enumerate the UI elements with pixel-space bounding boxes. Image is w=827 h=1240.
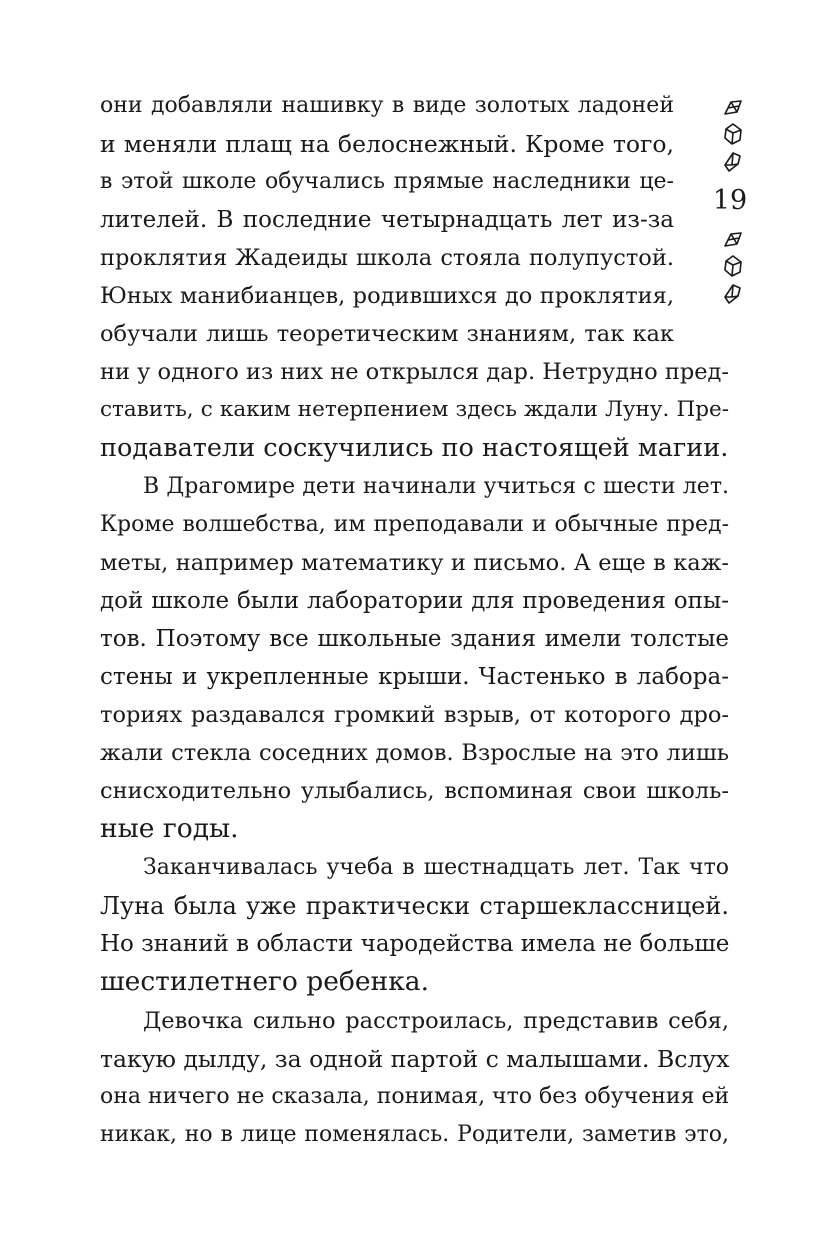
leaf-crystal-icon: [721, 228, 745, 252]
long-crystal-icon: [721, 282, 745, 306]
long-crystal-icon: [721, 150, 745, 174]
text-line: ставить, с каким нетерпением здесь ждали Луну. Пре-: [100, 397, 729, 422]
text-line: обучали лишь теоретическим знаниям, так как: [100, 321, 674, 347]
round-crystal-icon: [721, 254, 745, 278]
text-line: Но знаний в области чародейства имела не больше: [100, 931, 730, 957]
text-line: Кроме волшебства, им преподавали и обычные пред-: [100, 512, 729, 537]
text-line: такую дылду, за одной партой с малышами. Вслух: [100, 1045, 730, 1073]
text-line: Луна была уже практически старшеклассницей.: [100, 892, 729, 920]
text-line: меты, например математику и письмо. А еще в каж-: [100, 550, 729, 576]
leaf-crystal-icon: [721, 96, 745, 120]
text-line: снисходительно улыбались, вспоминая свои школь-: [100, 778, 729, 804]
text-line: они добавляли нашивку в виде золотых ладоней: [100, 93, 674, 118]
text-line: тов. Поэтому все школьные здания имели толстые: [100, 626, 729, 652]
text-line: ные годы.: [100, 813, 239, 844]
text-line: шестилетнего ребенка.: [100, 966, 429, 997]
text-line: дой школе были лаборатории для проведения опы-: [100, 588, 729, 614]
text-line: в этой школе обучались прямые наследники це-: [100, 169, 674, 194]
text-line: ни у одного из них не открылся дар. Нетрудно пред-: [100, 359, 730, 385]
text-line: и меняли плащ на белоснежный. Кроме того,: [100, 130, 674, 158]
text-line: ториях раздавался громкий взрыв, от которого дро-: [100, 702, 729, 728]
page-number: 19: [712, 185, 748, 216]
text-line: Девочка сильно расстроилась, представив себя,: [143, 1008, 729, 1034]
text-line: Заканчивалась учеба в шестнадцать лет. Так что: [143, 855, 729, 880]
round-crystal-icon: [721, 122, 745, 146]
text-line: подаватели соскучились по настоящей магии.: [100, 433, 729, 463]
text-line: проклятия Жадеиды школа стояла полупустой.: [100, 245, 674, 271]
text-line: В Драгомире дети начинали учиться с шести лет.: [143, 474, 729, 499]
text-line: жали стекла соседних домов. Взрослые на это лишь: [100, 740, 729, 766]
text-line: никак, но в лице поменялась. Родители, заметив это,: [100, 1122, 729, 1147]
text-line: она ничего не сказала, понимая, что без обучения ей: [100, 1084, 730, 1109]
text-line: лителей. В последние четырнадцать лет из-за: [100, 207, 674, 233]
text-line: Юных манибианцев, родившихся до проклятия,: [100, 283, 674, 309]
text-line: стены и укрепленные крыши. Частенько в лабора-: [100, 664, 729, 690]
